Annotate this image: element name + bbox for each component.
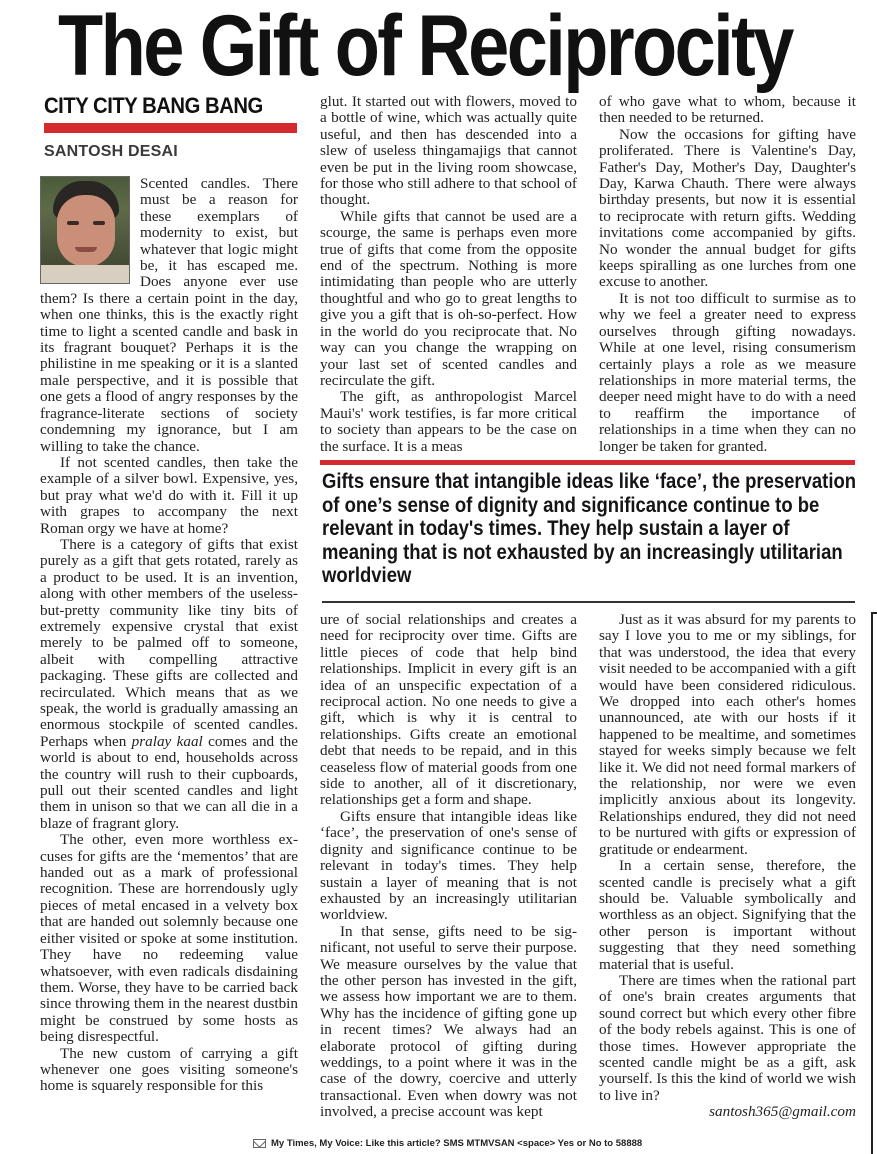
paragraph: It is not too difficult to surmise as to why we feel a greater need to express ourselves through gifting nowadays. While at one level, rising consumerism certainly plays a role as we measure relationships in more material terms, the deeper need might have to do with a need to reaffirm the importance of relationships in a time when they can no longer be taken for granted. <box>599 289 856 455</box>
italic-term: pralay kaal <box>131 732 203 750</box>
section-divider <box>44 123 297 133</box>
paragraph: Just as it was absurd for my parents to say I love you to me or my siblings, for that was understood, the idea that every visit needed to be accompanied with a gift would have been considered ridiculous. We dropped into each other's homes unannounced, ate with our hosts if it happened to be mealtime, and sometimes stayed for weeks simply because we felt like it. We did not need formal markers of the relationship, nor were we even implicitly anxious about its longevity. Relationships endured, they did not need to be nurtured with gifts or expression of gratitude or endearment. <box>599 611 856 858</box>
column-section-title: CITY CITY BANG BANG <box>44 93 263 118</box>
pullquote-top-rule <box>320 460 855 465</box>
footer-sms-prompt <box>253 1138 642 1149</box>
author-email[interactable]: santosh365@gmail.com <box>709 1103 856 1121</box>
paragraph: The other, even more worthless excuses for gifts are the ‘mementos’ that are handed out as a mark of professional recognition. These are horrendously ugly pieces of metal encased in a velvety box that are handed out solemnly because one either visited or spoke at some institution. They have no redeeming value whatsoever, with even radicals disdaining them. Worse, they have to be carried back since throwing them in the nearest dustbin might be construed by some hosts as being disrespectful. <box>40 831 298 1046</box>
paragraph: glut. It started out with flowers, moved to a bottle of wine, which was actually quite useful, and then has descended into a slew of useless thingamajigs that cannot even be put in the living room showcase, for those who still adhere to that school of thought. <box>320 93 577 209</box>
paragraph: There is a category of gifts that exist purely as a gift that gets rotated, rarely as a product to be used. It is an invention, along with other members of the useless-but-pretty community like tiny bits of extremely expensive crystal that exist merely to be palmed off to someone, albeit with compelling attractive packaging. These gifts are collected and recirculated. Which means that as we speak, the world is gradually amassing an enormous stockpile of scented candles. Perhaps when pralay kaal comes and the world is about to end, households across the country will rush to their cupboards, pull out their scented candles and light them in unison so that we can all die in a blaze of fragrant glory. <box>40 535 299 832</box>
author-photo <box>40 176 130 284</box>
adjacent-box-border <box>871 612 877 1154</box>
article-column-3 <box>599 94 856 455</box>
paragraph: In that sense, gifts need to be significant, not useful to serve their purpose. We measure ourselves by the value that the other person has invested in the gift, we assess how important we are to them. Why has the incidence of gifting gone up in recent times? We always had an elaborate protocol of gifting during weddings, to a point where it was in the case of the dowry, coercive and utterly transactional. Even when dowry was not involved, a precise account was kept <box>320 922 577 1121</box>
pullquote: Gifts ensure that intangible ideas like ‘face’, the preservation of one’s sense of dignity and significance continue to be relevant in today's times. They help sustain a layer of meaning that is not exhausted by an increasingly utilitarian worldview <box>322 470 857 587</box>
paragraph: The new custom of carrying a gift whenever one goes visiting someone's home is squarely responsible for this <box>40 1044 298 1095</box>
article-column-2 <box>320 94 577 455</box>
paragraph: ure of social relationships and creates a need for reciprocity over time. Gifts are little pieces of code that help bind relationships. Implicit in every gift is an idea of an unspecific expectation of a reciprocal action. No one needs to give a gift, which is why it is central to relationships. Gifts create an emotional debt that needs to be repaid, and in this ceaseless flow of material goods from one side to another, all of it discretionary, relationships get a form and shape. <box>320 611 577 809</box>
envelope-icon <box>253 1139 266 1148</box>
paragraph: Scented candles. There must be a reason for these exemplars of modernity to exist, but whatever that logic might be, it has escaped me. Does anyone ever use them? Is there a certain point in the day, when one thinks, this is the exactly right time to light a scented candle and bask in its fragrant bouquet? Perhaps it is the philistine in me speaking or it is a slanted male perspective, and it is possible that one gets a flood of angry responses by the fragrance-literate sections of society condemning my ignorance, but I am willing to take the chance. <box>40 175 298 455</box>
paragraph: While gifts that cannot be used are a scourge, the same is perhaps even more true of gifts that come from the opposite end of the spectrum. Nothing is more intimidating than people who are utterly thoughtful and who go to great lengths to give you a gift that is oh-so-perfect. How in the world do you reciprocate that. No way can you change the wrapping on your last set of scented candles and recirculate the gift. <box>320 207 577 389</box>
paragraph: There are times when the rational part of one's brain creates arguments that sound correct but which every other fibre of the body rebels against. This is one of those times. However appropriate the scented candle might be as a gift, ask yourself. Is this the kind of world we wish to live in? <box>599 971 856 1104</box>
footer-text: My Times, My Voice: Like this article? SMS MTMVSAN <space> Yes or No to 58888 <box>271 1138 643 1149</box>
pullquote-bottom-rule <box>322 601 855 603</box>
article-column-4 <box>320 612 577 1121</box>
paragraph: Now the occasions for gifting have proliferated. There is Valentine's Day, Father's Day, Mother's Day, Daughter's Day, Karwa Chauth. There were always birthday presents, but now it is essential to reciprocate with return gifts. Wedding invitations come accompanied by gifts. No wonder the annual budget for gifts keeps spiralling as one lurches from one excuse to another. <box>599 125 856 291</box>
paragraph: The gift, as anthropologist Marcel Maui's' work testifies, is far more critical to society than appears to be the case on the surface. It is a meas <box>320 388 577 455</box>
paragraph: If not scented candles, then take the example of a silver bowl. Expensive, yes, but pray what we'd do with it. Fill it up with grapes to accompany the next Roman orgy we have at home? <box>40 453 298 537</box>
article-column-5 <box>599 612 856 1121</box>
author-byline: SANTOSH DESAI <box>44 143 178 160</box>
headline: The Gift of Reciprocity <box>58 0 792 94</box>
article-column-1 <box>40 176 298 1095</box>
paragraph: of who gave what to whom, because it then needed to be returned. <box>599 93 856 127</box>
paragraph: Gifts ensure that intangible ideas like ‘face’, the preservation of one's sense of dignity and significance continue to be relevant in today's times. They help sustain a layer of meaning that is not exhausted by an increasingly utilitarian worldview. <box>320 807 577 924</box>
paragraph: In a certain sense, therefore, the scented candle is precisely what a gift should be. Valuable symbolically and worthless as an object. Signifying that the other person is important without suggesting that they need something material that is useful. <box>599 857 856 973</box>
